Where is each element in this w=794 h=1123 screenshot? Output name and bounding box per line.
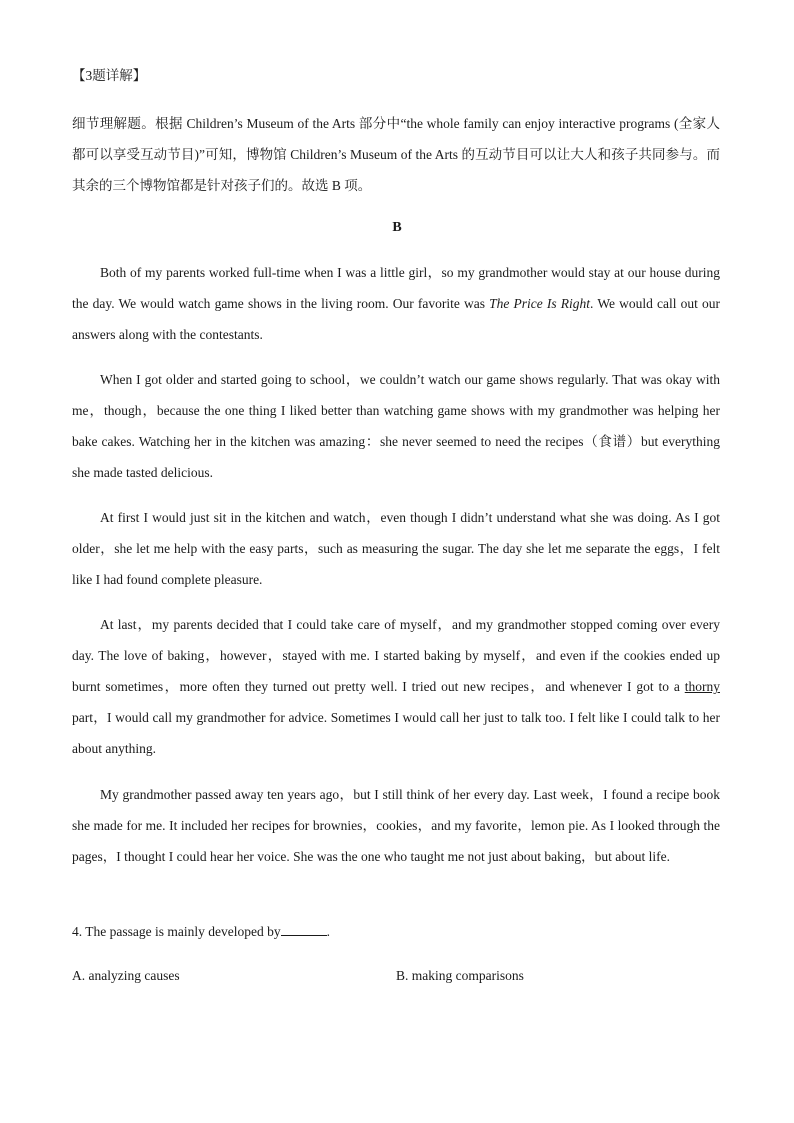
question-stem-end: . (326, 924, 330, 939)
underlined-word: thorny (684, 679, 720, 694)
question-stem-text: 4. The passage is mainly developed by (72, 924, 281, 939)
explanation-text: 细节理解题。根据 Children’s Museum of the Arts 部分中“the whole family can enjoy interactive programs (全家人都可以享受互动节目)”可知，博物馆 Children’s Museum of the Arts 的互动节目可以让大人和孩子共同参与。而其余的三个博物馆都是针对孩子们的。故选 B 项。 (72, 116, 720, 193)
passage-paragraph-3: At first I would just sit in the kitchen and watch，even though I didn’t understand what she was doing. As I got older，she let me help with the easy parts，such as measuring the sugar. The day she let me separate the eggs，I felt like I had found complete pleasure. (72, 510, 720, 587)
p4-text-after: part，I would call my grandmother for advice. Sometimes I would call her just to talk too. I felt like I could talk to her about anything. (72, 710, 720, 756)
p1-text-after: . We would call out our answers along with the contestants. (72, 296, 721, 342)
p4-text-before: At last，my parents decided that I could take care of myself，and my grandmother stopped coming over every day. The love of baking，however，stayed with me. I started baking by myself，and even if the cookies ended up burnt sometimes，more often they turned out pretty well. I tried out new recipes，and whenever I got to a (72, 617, 720, 694)
passage-paragraph-5: My grandmother passed away ten years ago，but I still think of her every day. Last week，I found a recipe book she made for me. It included her recipes for brownies，cookies，and my favorite，lemon pie. As I looked through the pages，I thought I could hear her voice. She was the one who taught me not just about baking，but about life. (72, 787, 720, 864)
passage-paragraph-1 (72, 257, 720, 350)
show-title: The Price Is Right (489, 296, 591, 311)
question-stem (72, 922, 330, 942)
p1-text-before: Both of my parents worked full-time when I was a little girl，so my grandmother would stay at our house during the day. We would watch game shows in the living room. Our favorite was (72, 265, 720, 311)
option-b: B. making comparisons (396, 968, 524, 983)
option-a: A. analyzing causes (72, 968, 180, 983)
passage-paragraph-2: When I got older and started going to school，we couldn’t watch our game shows regularly. That was okay with me，though，because the one thing I liked better than watching game shows with my grandmother was helping her bake cakes. Watching her in the kitchen was amazing：she never seemed to need the recipes（食谱）but everything she made tasted delicious. (72, 372, 720, 480)
answer-blank (281, 922, 327, 936)
passage-paragraph-4 (72, 609, 720, 764)
section-title: B (392, 220, 402, 235)
explanation-heading: 【3题详解】 (72, 68, 147, 83)
